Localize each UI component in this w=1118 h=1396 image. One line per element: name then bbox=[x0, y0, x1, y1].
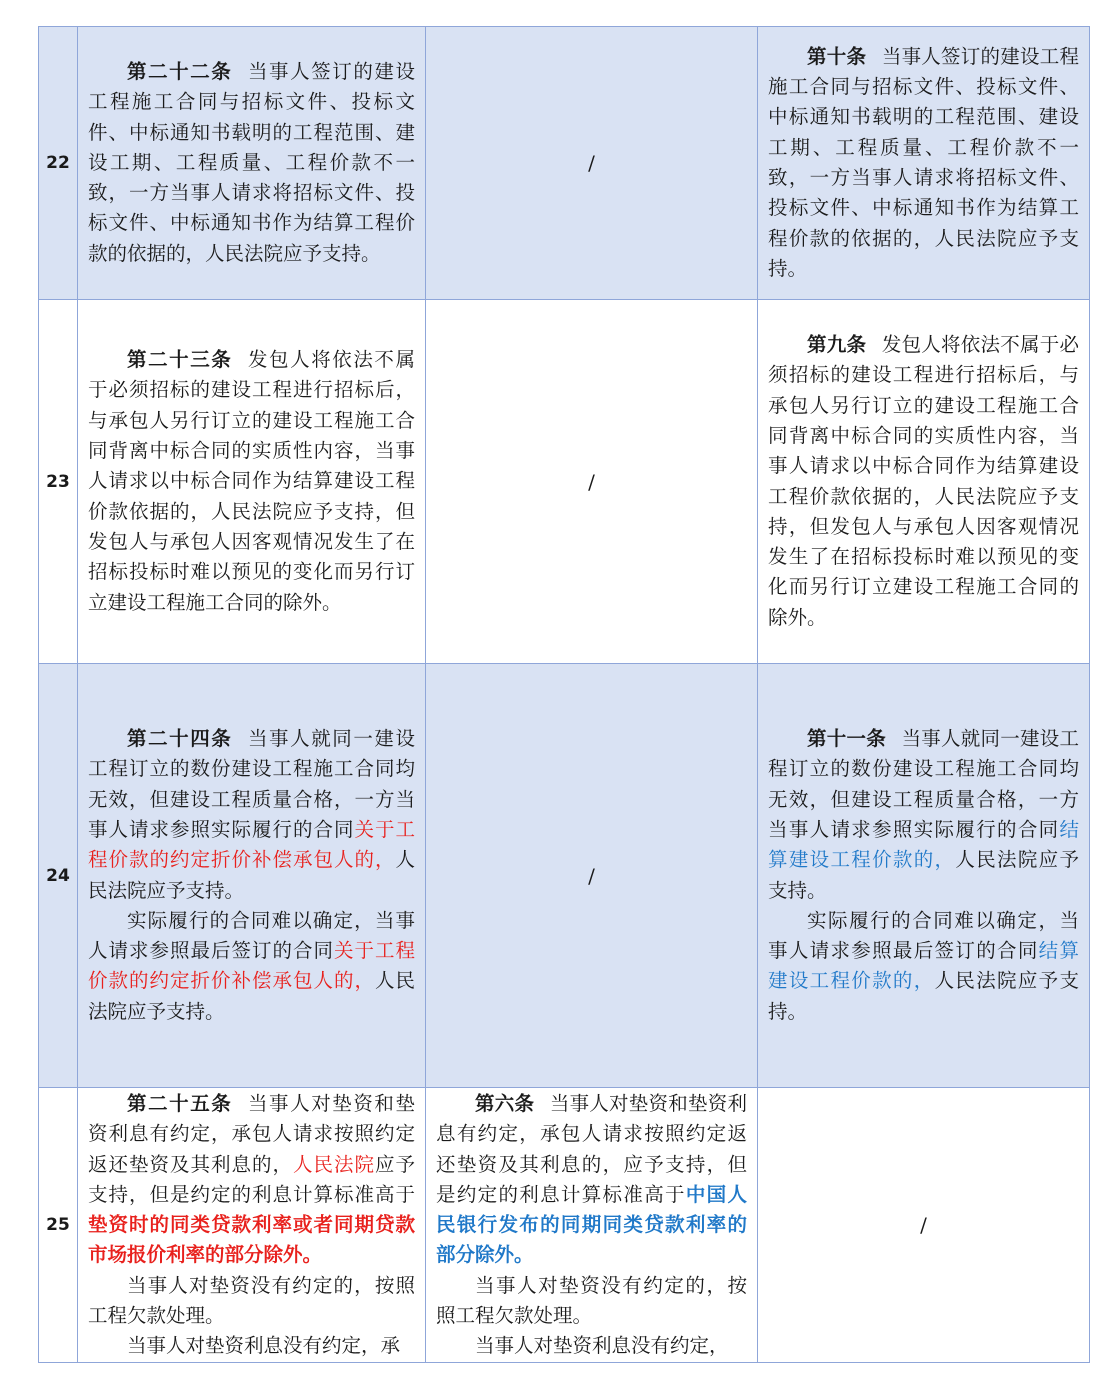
article-number: 第二十四条 bbox=[127, 727, 233, 751]
judicial-interpretation-cell bbox=[426, 1088, 758, 1363]
article-number: 第十条 bbox=[807, 44, 867, 68]
original-text: 中国人民银行发布的同期同类贷款利率的部分除外。 bbox=[436, 1182, 747, 1267]
article-text: 应予支持，但是约定的利息计算标准高于 bbox=[88, 1152, 415, 1206]
article-text: 人民法院应予支持。 bbox=[88, 969, 415, 1023]
new-provision-cell bbox=[78, 1088, 426, 1363]
article-text: 当事人就同一建设工程订立的数份建设工程施工合同均无效，但建设工程质量合格，一方当事人请求参照实际履行的合同 bbox=[88, 727, 415, 841]
comparison-table bbox=[38, 26, 1090, 1363]
table-row bbox=[39, 27, 1090, 300]
article-text: 当事人对垫资没有约定的，按照工程欠款处理。 bbox=[436, 1273, 747, 1328]
article-text: 当事人对垫资和垫资利息有约定，承包人请求按照约定返还垫资及其利息的， bbox=[88, 1092, 415, 1176]
old-provision-cell bbox=[758, 27, 1090, 300]
article-text: 实际履行的合同难以确定，当事人请求参照最后签订的合同 bbox=[768, 908, 1079, 963]
article-text: 人民法院应予支持。 bbox=[768, 969, 1079, 1023]
article-number: 第十一条 bbox=[807, 727, 886, 751]
article-number: 第二十五条 bbox=[127, 1092, 233, 1115]
original-text: 结算建设工程价款的， bbox=[768, 817, 1079, 872]
row-number: 22 bbox=[39, 27, 78, 300]
article-text: 当事人签订的建设工程施工合同与招标文件、投标文件、中标通知书载明的工程范围、建设工期、工程质量、工程价款不一致，一方当事人请求将招标文件、投标文件、中标通知书作为结算工程价款的依据的，人民法院应予支持。 bbox=[768, 44, 1079, 280]
empty-provision-cell: / bbox=[426, 300, 758, 664]
article-text: 发包人将依法不属于必须招标的建设工程进行招标后，与承包人另行订立的建设工程施工合同背离中标合同的实质性内容，当事人请求以中标合同作为结算建设工程价款依据的，人民法院应予支持，但发包人与承包人因客观情况发生了在招标投标时难以预见的变化而另行订立建设工程施工合同的除外。 bbox=[88, 348, 415, 614]
empty-provision-cell: / bbox=[426, 664, 758, 1088]
article-text: 当事人对垫资没有约定的，按照工程欠款处理。 bbox=[88, 1273, 415, 1328]
article-text: 当事人对垫资利息没有约定，承 bbox=[127, 1334, 401, 1358]
article-text: 当事人就同一建设工程订立的数份建设工程施工合同均无效，但建设工程质量合格，一方当事人请求参照实际履行的合同 bbox=[768, 727, 1079, 841]
article-text: 当事人对垫资利息没有约定， bbox=[475, 1334, 729, 1358]
row-number: 23 bbox=[39, 300, 78, 664]
amended-text: 垫资时的同类贷款利率或者同期贷款市场报价利率的部分除外。 bbox=[88, 1213, 415, 1267]
original-text: 结算建设工程价款的， bbox=[768, 939, 1079, 993]
old-provision-cell bbox=[758, 300, 1090, 664]
article-text: 发包人将依法不属于必须招标的建设工程进行招标后，与承包人另行订立的建设工程施工合同背离中标合同的实质性内容，当事人请求以中标合同作为结算建设工程价款依据的，人民法院应予支持，但发包人与承包人因客观情况发生了在招标投标时难以预见的变化而另行订立建设工程施工合同的除外。 bbox=[768, 333, 1079, 629]
row-number: 24 bbox=[39, 664, 78, 1088]
old-provision-cell bbox=[758, 664, 1090, 1088]
amended-text: 人民法院 bbox=[292, 1152, 375, 1176]
article-number: 第六条 bbox=[475, 1092, 535, 1115]
amended-text: 关于工程价款的约定折价补偿承包人的， bbox=[88, 817, 415, 872]
table-row bbox=[39, 1088, 1090, 1363]
article-number: 第二十三条 bbox=[127, 348, 233, 372]
article-text: 人民法院应予支持。 bbox=[768, 848, 1079, 902]
article-text: 实际履行的合同难以确定，当事人请求参照最后签订的合同 bbox=[88, 908, 415, 963]
article-text: 当事人签订的建设工程施工合同与招标文件、投标文件、中标通知书载明的工程范围、建设工期、工程质量、工程价款不一致，一方当事人请求将招标文件、投标文件、中标通知书作为结算工程价款的依据的，人民法院应予支持。 bbox=[88, 59, 415, 265]
article-number: 第九条 bbox=[807, 333, 867, 357]
row-number: 25 bbox=[39, 1088, 78, 1363]
new-provision-cell bbox=[78, 27, 426, 300]
table-row bbox=[39, 300, 1090, 664]
article-text: 当事人对垫资和垫资利息有约定，承包人请求按照约定返还垫资及其利息的，应予支持，但是约定的利息计算标准高于 bbox=[436, 1092, 747, 1206]
table-row bbox=[39, 664, 1090, 1088]
new-provision-cell bbox=[78, 664, 426, 1088]
empty-provision-cell: / bbox=[426, 27, 758, 300]
article-text: 人民法院应予支持。 bbox=[88, 848, 415, 902]
amended-text: 关于工程价款的约定折价补偿承包人的， bbox=[88, 939, 415, 993]
empty-provision-cell: / bbox=[758, 1088, 1090, 1363]
article-number: 第二十二条 bbox=[127, 59, 233, 83]
new-provision-cell bbox=[78, 300, 426, 664]
